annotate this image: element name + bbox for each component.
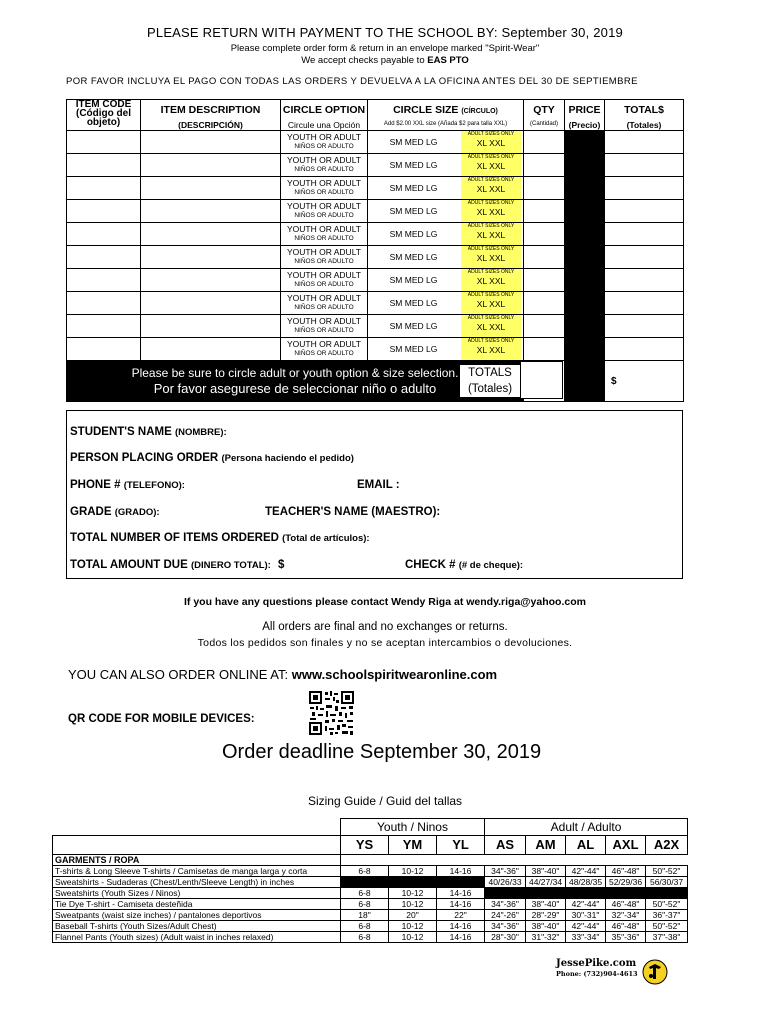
- qr-code-icon[interactable]: [308, 690, 355, 736]
- price-cell: [565, 292, 605, 315]
- order-row: [67, 338, 684, 361]
- size-value: 6-8: [341, 921, 389, 932]
- sizing-corner: [53, 836, 341, 855]
- item-description-cell[interactable]: [141, 223, 281, 246]
- order-row: [67, 131, 684, 154]
- size-options[interactable]: SM MED LG: [389, 183, 438, 193]
- garment-label: Sweatshirts - Sudaderas (Chest/Lenth/Sleeve Length) in inches: [53, 877, 341, 888]
- size-value: 10-12: [389, 932, 437, 943]
- size-value: 34"-36": [485, 899, 526, 910]
- size-options[interactable]: SM MED LG: [389, 229, 438, 239]
- adult-size-box[interactable]: ADULT SIZES ONLY XL XXL: [461, 338, 521, 360]
- check-number-field[interactable]: CHECK # (# de cheque):: [405, 559, 524, 571]
- size-value: [437, 877, 485, 888]
- final-sale-notice: All orders are final and no exchanges or returns.: [262, 621, 508, 633]
- qty-cell[interactable]: [524, 315, 565, 338]
- size-value: 6-8: [341, 899, 389, 910]
- size-value: 18": [341, 910, 389, 921]
- size-column-header: AXL: [606, 836, 646, 855]
- price-cell: [565, 246, 605, 269]
- qty-cell[interactable]: [524, 200, 565, 223]
- item-description-cell[interactable]: [141, 269, 281, 292]
- student-name-field[interactable]: STUDENT'S NAME (NOMBRE):: [70, 426, 227, 438]
- size-value: 14-16: [437, 932, 485, 943]
- size-value: 52/29/36: [606, 877, 646, 888]
- adult-size-box[interactable]: ADULT SIZES ONLY XL XXL: [461, 200, 521, 222]
- size-value: [566, 888, 606, 899]
- size-value: 10-12: [389, 866, 437, 877]
- return-deadline-title: PLEASE RETURN WITH PAYMENT TO THE SCHOOL BY: September 30, 2019: [147, 25, 623, 40]
- price-cell: [565, 315, 605, 338]
- adult-size-box[interactable]: ADULT SIZES ONLY XL XXL: [461, 315, 521, 337]
- qty-cell[interactable]: [524, 177, 565, 200]
- totals-price-blank: [565, 361, 605, 402]
- size-value: 35"-36": [606, 932, 646, 943]
- size-value: 42"-44": [566, 921, 606, 932]
- size-value: 6-8: [341, 866, 389, 877]
- sizing-blank: [53, 819, 341, 836]
- size-value: 38"-40": [526, 899, 566, 910]
- size-value: 33"-34": [566, 932, 606, 943]
- header-circle-size: CIRCLE SIZE (CÍRCULO) Add $2.00 XXL size (Añada $2 para talla XXL): [368, 100, 524, 131]
- size-value: [485, 888, 526, 899]
- adult-size-box[interactable]: ADULT SIZES ONLY XL XXL: [461, 154, 521, 176]
- item-description-cell[interactable]: [141, 292, 281, 315]
- item-code-cell[interactable]: [67, 292, 141, 315]
- online-order-line: YOU CAN ALSO ORDER ONLINE AT: www.schoolspiritwearonline.com: [68, 667, 498, 682]
- price-cell: [565, 154, 605, 177]
- circle-option-cell[interactable]: YOUTH OR ADULT NIÑOS OR ADULTO: [281, 177, 368, 200]
- price-cell: [565, 200, 605, 223]
- item-description-cell[interactable]: [141, 200, 281, 223]
- size-value: 6-8: [341, 932, 389, 943]
- order-table: [66, 99, 684, 402]
- total-cell[interactable]: [605, 269, 684, 292]
- order-row: [67, 223, 684, 246]
- header-total: TOTAL$ (Totales): [605, 100, 684, 131]
- size-value: 56/30/37: [646, 877, 688, 888]
- qty-cell[interactable]: [524, 223, 565, 246]
- total-cell[interactable]: [605, 246, 684, 269]
- garment-label: Sweatpants (waist size inches) / pantalones deportivos: [53, 910, 341, 921]
- qty-cell[interactable]: [524, 131, 565, 154]
- item-description-cell[interactable]: [141, 131, 281, 154]
- size-value: 46"-48": [606, 899, 646, 910]
- customer-info-box: [66, 410, 683, 579]
- adult-size-box[interactable]: ADULT SIZES ONLY XL XXL: [461, 223, 521, 245]
- circle-size-cell[interactable]: [368, 338, 524, 361]
- order-deadline: Order deadline September 30, 2019: [222, 741, 542, 763]
- price-cell: [565, 269, 605, 292]
- size-options[interactable]: SM MED LG: [389, 275, 438, 285]
- size-value: 14-16: [437, 921, 485, 932]
- circle-size-cell[interactable]: [368, 154, 524, 177]
- item-code-cell[interactable]: [67, 200, 141, 223]
- phone-field[interactable]: PHONE # (TELEFONO):: [70, 479, 185, 491]
- size-options[interactable]: SM MED LG: [389, 321, 438, 331]
- size-column-header: YL: [437, 836, 485, 855]
- payee-name: EAS PTO: [427, 55, 469, 66]
- adult-size-box[interactable]: ADULT SIZES ONLY XL XXL: [461, 131, 521, 153]
- garments-header: GARMENTS / ROPA: [53, 855, 341, 866]
- size-value: 28"-29": [526, 910, 566, 921]
- email-field[interactable]: EMAIL :: [357, 479, 400, 491]
- order-row: [67, 269, 684, 292]
- qty-cell[interactable]: [524, 246, 565, 269]
- size-value: 28"-30": [485, 932, 526, 943]
- size-column-header: AM: [526, 836, 566, 855]
- circle-size-cell[interactable]: [368, 292, 524, 315]
- price-cell: [565, 338, 605, 361]
- sizing-guide-table: [52, 818, 688, 943]
- size-value: 48/28/35: [566, 877, 606, 888]
- size-value: [526, 888, 566, 899]
- sizing-row: [53, 877, 688, 888]
- spanish-instructions: POR FAVOR INCLUYA EL PAGO CON TODAS LAS ORDERS Y DEVUELVA A LA OFICINA ANTES DEL 30 DE SEPTIEMBRE: [66, 76, 638, 87]
- size-options[interactable]: SM MED LG: [389, 160, 438, 170]
- order-row: [67, 292, 684, 315]
- circle-size-cell[interactable]: [368, 177, 524, 200]
- qr-code-label: QR CODE FOR MOBILE DEVICES:: [68, 713, 255, 725]
- sizing-row: [53, 910, 688, 921]
- total-cell[interactable]: [605, 292, 684, 315]
- grand-total-field[interactable]: $: [605, 361, 684, 402]
- circle-option-cell[interactable]: YOUTH OR ADULT NIÑOS OR ADULTO: [281, 338, 368, 361]
- size-value: [341, 877, 389, 888]
- garments-header-blank: [341, 855, 688, 866]
- size-value: 46"-48": [606, 921, 646, 932]
- vendor-phone: Phone: (732)904-4613: [556, 970, 638, 978]
- size-value: 38"-40": [526, 921, 566, 932]
- item-code-cell[interactable]: [67, 246, 141, 269]
- size-value: [646, 888, 688, 899]
- garment-label: Baseball T-shirts (Youth Sizes/Adult Chest): [53, 921, 341, 932]
- size-value: 6-8: [341, 888, 389, 899]
- size-column-header: A2X: [646, 836, 688, 855]
- size-column-header: YM: [389, 836, 437, 855]
- size-value: 50"-52": [646, 899, 688, 910]
- total-items-field[interactable]: TOTAL NUMBER OF ITEMS ORDERED (Total de artículos):: [70, 532, 370, 544]
- circle-size-cell[interactable]: [368, 269, 524, 292]
- youth-group-header: Youth / Ninos: [341, 819, 485, 836]
- circle-option-cell[interactable]: YOUTH OR ADULT NIÑOS OR ADULTO: [281, 131, 368, 154]
- circle-reminder: Please be sure to circle adult or youth option & size selection. Por favor asegurese de seleccionar niño o adulto: [67, 361, 524, 402]
- order-row: [67, 315, 684, 338]
- order-row: [67, 200, 684, 223]
- online-order-link[interactable]: www.schoolspiritwearonline.com: [291, 667, 498, 682]
- item-code-cell[interactable]: [67, 177, 141, 200]
- total-cell[interactable]: [605, 315, 684, 338]
- sizing-row: [53, 888, 688, 899]
- sizing-row: [53, 866, 688, 877]
- header-qty: QTY (Cantidad): [524, 100, 565, 131]
- total-cell[interactable]: [605, 177, 684, 200]
- adult-size-box[interactable]: ADULT SIZES ONLY XL XXL: [461, 269, 521, 291]
- contact-line: If you have any questions please contact Wendy Riga at wendy.riga@yahoo.com: [184, 596, 586, 608]
- item-code-cell[interactable]: [67, 269, 141, 292]
- total-amount-due-field[interactable]: TOTAL AMOUNT DUE (DINERO TOTAL): $: [70, 559, 285, 571]
- total-cell[interactable]: [605, 154, 684, 177]
- size-value: 40/26/33: [485, 877, 526, 888]
- size-value: 50"-52": [646, 921, 688, 932]
- item-description-cell[interactable]: [141, 177, 281, 200]
- garment-label: Tie Dye T-shirt - Camiseta desteñida: [53, 899, 341, 910]
- size-column-header: YS: [341, 836, 389, 855]
- item-code-cell[interactable]: [67, 338, 141, 361]
- size-value: 42"-44": [566, 866, 606, 877]
- size-value: 10-12: [389, 921, 437, 932]
- sizing-row: [53, 932, 688, 943]
- circle-size-cell[interactable]: [368, 200, 524, 223]
- size-value: 20": [389, 910, 437, 921]
- size-value: 14-16: [437, 888, 485, 899]
- total-cell[interactable]: [605, 200, 684, 223]
- item-code-cell[interactable]: [67, 154, 141, 177]
- item-code-cell[interactable]: [67, 131, 141, 154]
- header-item-description: ITEM DESCRIPTION (DESCRIPCIÓN): [141, 100, 281, 131]
- price-cell: [565, 223, 605, 246]
- size-value: 44/27/34: [526, 877, 566, 888]
- circle-option-cell[interactable]: YOUTH OR ADULT NIÑOS OR ADULTO: [281, 200, 368, 223]
- adult-size-box[interactable]: ADULT SIZES ONLY XL XXL: [461, 246, 521, 268]
- size-value: 34"-36": [485, 866, 526, 877]
- size-value: 37"-38": [646, 932, 688, 943]
- header-circle-option: CIRCLE OPTION Circule una Opción: [281, 100, 368, 131]
- payee-line: We accept checks payable to EAS PTO: [301, 55, 469, 66]
- item-code-cell[interactable]: [67, 223, 141, 246]
- garment-label: Sweatshirts (Youth Sizes / Ninos): [53, 888, 341, 899]
- price-cell: [565, 177, 605, 200]
- item-description-cell[interactable]: [141, 315, 281, 338]
- price-cell: [565, 131, 605, 154]
- size-value: 22": [437, 910, 485, 921]
- size-value: 10-12: [389, 899, 437, 910]
- item-description-cell[interactable]: [141, 338, 281, 361]
- vendor-emblem-icon: [642, 959, 668, 985]
- size-options[interactable]: SM MED LG: [389, 206, 438, 216]
- size-options[interactable]: SM MED LG: [389, 298, 438, 308]
- instructions-line: Please complete order form & return in an envelope marked "Spirit-Wear": [230, 43, 540, 54]
- size-value: 42"-44": [566, 899, 606, 910]
- item-description-cell[interactable]: [141, 154, 281, 177]
- size-value: 36"-37": [646, 910, 688, 921]
- person-placing-order-field[interactable]: PERSON PLACING ORDER (Persona haciendo el pedido): [70, 452, 354, 464]
- size-value: 34"-36": [485, 921, 526, 932]
- teacher-name-field[interactable]: TEACHER'S NAME (MAESTRO):: [265, 506, 441, 518]
- size-column-header: AL: [566, 836, 606, 855]
- size-value: 38"-40": [526, 866, 566, 877]
- grade-field[interactable]: GRADE (GRADO):: [70, 506, 160, 518]
- item-code-cell[interactable]: [67, 315, 141, 338]
- circle-option-cell[interactable]: YOUTH OR ADULT NIÑOS OR ADULTO: [281, 223, 368, 246]
- circle-size-cell[interactable]: [368, 315, 524, 338]
- size-options[interactable]: SM MED LG: [389, 252, 438, 262]
- size-value: 10-12: [389, 888, 437, 899]
- sizing-row: [53, 921, 688, 932]
- size-column-header: AS: [485, 836, 526, 855]
- total-cell[interactable]: [605, 131, 684, 154]
- circle-size-cell[interactable]: [368, 223, 524, 246]
- totals-qty-field[interactable]: [520, 361, 563, 399]
- size-value: 30"-31": [566, 910, 606, 921]
- garment-label: Flannel Pants (Youth sizes) (Adult waist in inches relaxed): [53, 932, 341, 943]
- header-item-code: ITEM CODE (Código del objeto): [67, 100, 141, 131]
- adult-size-box[interactable]: ADULT SIZES ONLY XL XXL: [461, 292, 521, 314]
- circle-size-cell[interactable]: [368, 246, 524, 269]
- qty-cell[interactable]: [524, 338, 565, 361]
- sizing-row: [53, 899, 688, 910]
- order-row: [67, 154, 684, 177]
- size-value: 50"-52": [646, 866, 688, 877]
- qty-cell[interactable]: [524, 292, 565, 315]
- order-row: [67, 177, 684, 200]
- sizing-guide-title: Sizing Guide / Guid del tallas: [307, 794, 463, 808]
- size-value: 32"-34": [606, 910, 646, 921]
- circle-size-cell[interactable]: [368, 131, 524, 154]
- circle-option-cell[interactable]: YOUTH OR ADULT NIÑOS OR ADULTO: [281, 269, 368, 292]
- total-cell[interactable]: [605, 223, 684, 246]
- circle-option-cell[interactable]: YOUTH OR ADULT NIÑOS OR ADULTO: [281, 315, 368, 338]
- adult-group-header: Adult / Adulto: [485, 819, 688, 836]
- size-value: [389, 877, 437, 888]
- qty-cell[interactable]: [524, 154, 565, 177]
- garment-label: T-shirts & Long Sleeve T-shirts / Camisetas de manga larga y corta: [53, 866, 341, 877]
- size-value: 14-16: [437, 899, 485, 910]
- vendor-logo: [556, 958, 638, 978]
- circle-option-cell[interactable]: YOUTH OR ADULT NIÑOS OR ADULTO: [281, 154, 368, 177]
- size-value: 31"-32": [526, 932, 566, 943]
- order-row: [67, 246, 684, 269]
- item-description-cell[interactable]: [141, 246, 281, 269]
- size-value: 14-16: [437, 866, 485, 877]
- size-value: 24"-26": [485, 910, 526, 921]
- size-options[interactable]: SM MED LG: [389, 344, 438, 354]
- size-value: [606, 888, 646, 899]
- total-cell[interactable]: [605, 338, 684, 361]
- header-price: PRICE (Precio): [565, 100, 605, 131]
- size-value: 46"-48": [606, 866, 646, 877]
- size-options[interactable]: SM MED LG: [389, 137, 438, 147]
- totals-caption: TOTALS (Totales): [460, 365, 520, 397]
- qty-cell[interactable]: [524, 269, 565, 292]
- adult-size-box[interactable]: ADULT SIZES ONLY XL XXL: [461, 177, 521, 199]
- circle-option-cell[interactable]: YOUTH OR ADULT NIÑOS OR ADULTO: [281, 292, 368, 315]
- circle-option-cell[interactable]: YOUTH OR ADULT NIÑOS OR ADULTO: [281, 246, 368, 269]
- vendor-name: JessePike.com: [556, 958, 637, 969]
- final-sale-notice-es: Todos los pedidos son finales y no se aceptan intercambios o devoluciones.: [197, 637, 573, 649]
